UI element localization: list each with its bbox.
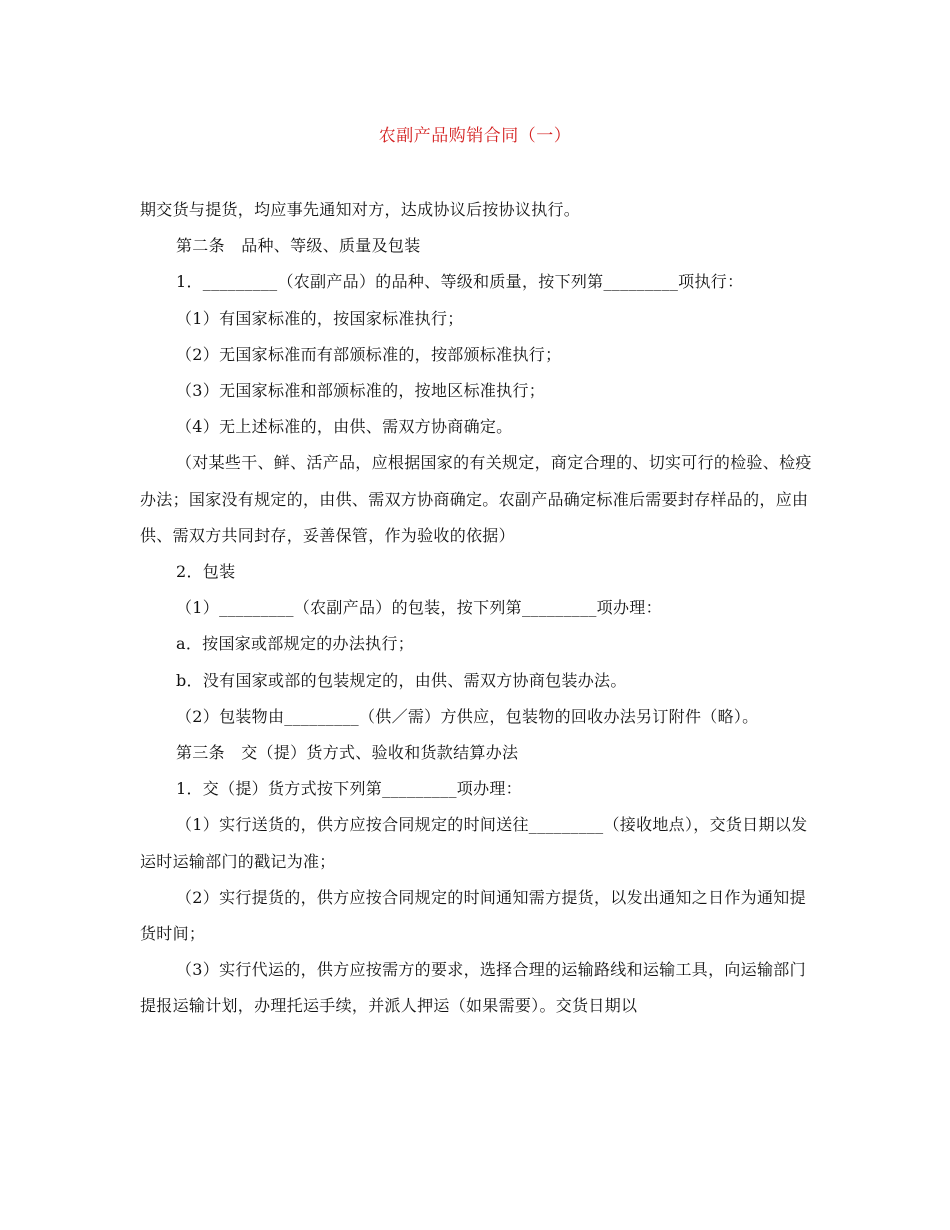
paragraph: b．没有国家或部的包装规定的，由供、需双方协商包装办法。 <box>176 670 627 690</box>
paragraph: 1．交（提）货方式按下列第_________项办理： <box>176 779 522 799</box>
paragraph: （1）实行送货的，供方应按合同规定的时间送往_________（接收地点），交货日期以发运时运输部门的戳记为准； <box>140 815 808 871</box>
paragraph: （2）无国家标准而有部颁标准的，按部颁标准执行； <box>176 344 562 364</box>
document-body <box>140 192 812 1025</box>
paragraph: a．按国家或部规定的办法执行； <box>176 634 415 654</box>
paragraph: （2）包装物由_________（供／需）方供应，包装物的回收办法另订附件（略）。 <box>176 706 759 726</box>
paragraph: （2）实行提货的，供方应按合同规定的时间通知需方提货，以发出通知之日作为通知提货时间； <box>140 887 806 944</box>
paragraph: （1）_________（农副产品）的包装，按下列第_________项办理： <box>176 598 662 618</box>
paragraph: （4）无上述标准的，由供、需双方协商确定。 <box>176 417 513 437</box>
document-title: 农副产品购销合同（一） <box>378 126 572 146</box>
paragraph: （3）实行代运的，供方应按需方的要求，选择合理的运输路线和运输工具，向运输部门提报运输计划，办理托运手续，并派人押运（如果需要）。交货日期以 <box>140 960 806 1016</box>
paragraph: （1）有国家标准的，按国家标准执行； <box>176 308 464 328</box>
paragraph: （对某些干、鲜、活产品，应根据国家的有关规定，商定合理的、切实可行的检验、检疫办法；国家没有规定的，由供、需双方协商确定。农副产品确定标准后需要封存样品的，应由供、需双方共同封存，妥善保管，作为验收的依据） <box>140 453 812 545</box>
paragraph: 1．_________（农副产品）的品种、等级和质量，按下列第_________项执行： <box>176 272 744 292</box>
paragraph: （3）无国家标准和部颁标准的，按地区标准执行； <box>176 381 546 401</box>
paragraph: 第二条 品种、等级、质量及包装 <box>176 236 421 256</box>
paragraph: 期交货与提货，均应事先通知对方，达成协议后按协议执行。 <box>140 200 581 219</box>
paragraph: 第三条 交（提）货方式、验收和货款结算办法 <box>176 743 519 763</box>
paragraph: 2．包装 <box>176 562 236 582</box>
